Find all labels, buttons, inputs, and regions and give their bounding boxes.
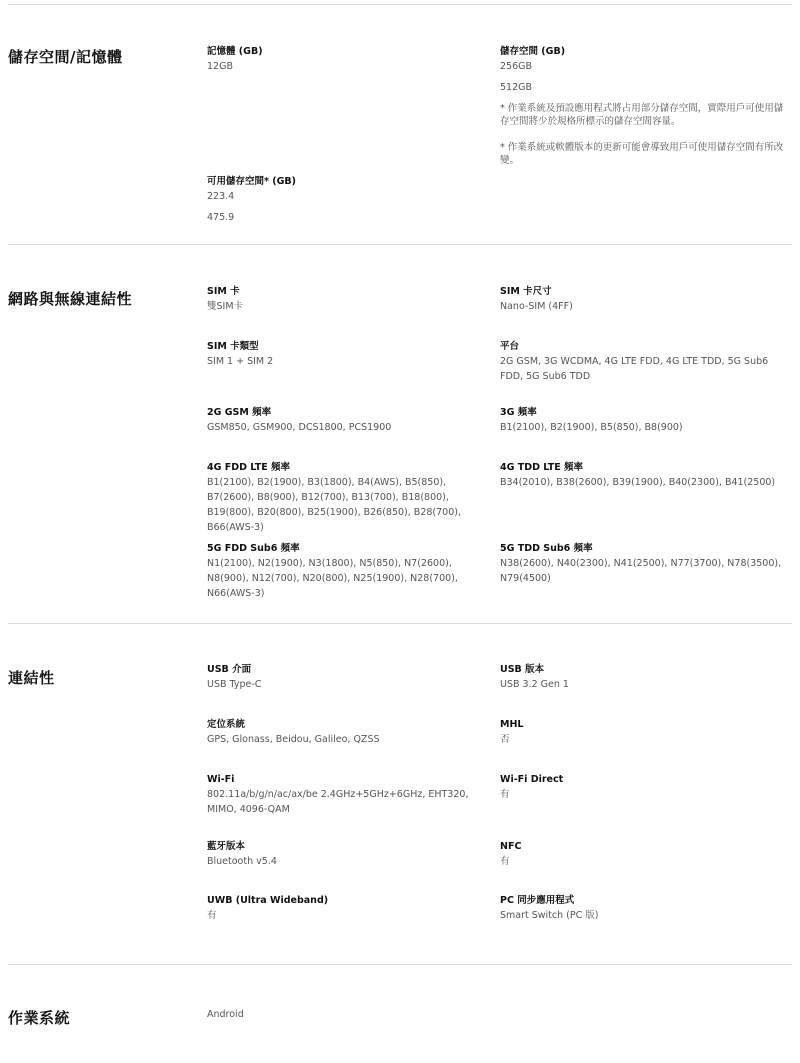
- spec-value: Nano-SIM (4FF): [500, 301, 573, 312]
- spec-wifi: [207, 773, 477, 817]
- spec-sim: [207, 285, 477, 314]
- spec-value: Android: [207, 1009, 244, 1020]
- spec-sim-size: [500, 285, 785, 314]
- spec-value: 有: [207, 910, 217, 921]
- spec-usb-interface: [207, 663, 477, 692]
- spec-value: 有: [500, 789, 510, 800]
- section-title-storage: 儲存空間/記憶體: [8, 48, 123, 66]
- spec-value: 475.9: [207, 212, 235, 223]
- spec-value: 12GB: [207, 61, 233, 72]
- spec-label: 4G FDD LTE 頻率: [207, 462, 291, 473]
- spec-platform: [500, 340, 785, 384]
- spec-value: 雙SIM卡: [207, 301, 244, 312]
- spec-value: SIM 1 + SIM 2: [207, 356, 274, 367]
- spec-value: 否: [500, 734, 510, 745]
- spec-label: USB 介面: [207, 664, 252, 675]
- spec-storage-capacity: [500, 45, 785, 167]
- spec-label: 2G GSM 頻率: [207, 407, 272, 418]
- spec-label: 藍牙版本: [207, 841, 246, 852]
- section-divider: [8, 623, 792, 624]
- spec-label: SIM 卡類型: [207, 341, 259, 352]
- section-divider: [8, 244, 792, 245]
- section-title-connectivity: 連結性: [8, 669, 55, 687]
- spec-memory: [207, 45, 477, 74]
- spec-location: [207, 718, 477, 747]
- spec-label: Wi-Fi Direct: [500, 774, 564, 785]
- spec-label: 可用儲存空間* (GB): [207, 176, 296, 187]
- spec-uwb: [207, 894, 477, 923]
- spec-value: N38(2600), N40(2300), N41(2500), N77(3700), N78(3500), N79(4500): [500, 558, 782, 584]
- spec-value: Bluetooth v5.4: [207, 856, 277, 867]
- spec-value: N1(2100), N2(1900), N3(1800), N5(850), N7(2600), N8(900), N12(700), N20(800), N25(1900), N28(700), N66(AWS-3): [207, 558, 458, 599]
- spec-label: UWB (Ultra Wideband): [207, 895, 329, 906]
- spec-label: 5G TDD Sub6 頻率: [500, 543, 593, 554]
- spec-value: 有: [500, 856, 510, 867]
- spec-label: Wi-Fi: [207, 774, 235, 785]
- spec-value: 802.11a/b/g/n/ac/ax/be 2.4GHz+5GHz+6GHz, EHT320, MIMO, 4096-QAM: [207, 789, 469, 815]
- section-title-network: 網路與無線連結性: [8, 290, 133, 308]
- spec-mhl: [500, 718, 785, 747]
- spec-label: MHL: [500, 719, 524, 730]
- spec-label: 5G FDD Sub6 頻率: [207, 543, 300, 554]
- spec-value: GSM850, GSM900, DCS1800, PCS1900: [207, 422, 392, 433]
- spec-value: GPS, Glonass, Beidou, Galileo, QZSS: [207, 734, 380, 745]
- spec-label: SIM 卡尺寸: [500, 286, 552, 297]
- spec-value: B1(2100), B2(1900), B5(850), B8(900): [500, 422, 683, 433]
- top-divider: [8, 4, 792, 5]
- spec-3g: [500, 406, 785, 435]
- spec-pc-sync: [500, 894, 785, 923]
- spec-5g-fdd-sub6: [207, 542, 477, 601]
- spec-label: 3G 頻率: [500, 407, 537, 418]
- spec-label: USB 版本: [500, 664, 545, 675]
- spec-sim-type: [207, 340, 477, 369]
- spec-wifi-direct: [500, 773, 785, 802]
- spec-label: NFC: [500, 841, 522, 852]
- spec-os: [207, 1007, 477, 1022]
- spec-label: SIM 卡: [207, 286, 240, 297]
- spec-4g-fdd-lte: [207, 461, 477, 535]
- spec-5g-tdd-sub6: [500, 542, 785, 586]
- spec-value: Smart Switch (PC 版): [500, 910, 599, 921]
- spec-value: B1(2100), B2(1900), B3(1800), B4(AWS), B5(850), B7(2600), B8(900), B12(700), B13(700), B18(800), B19(800), B20(800), B25(1900), B26(850), B28(700), B66(AWS-3): [207, 477, 461, 533]
- spec-value: USB 3.2 Gen 1: [500, 679, 569, 690]
- spec-4g-tdd-lte: [500, 461, 785, 490]
- spec-value: USB Type-C: [207, 679, 262, 690]
- spec-value: 512GB: [500, 82, 533, 93]
- storage-note: * 作業系統及預設應用程式將占用部分儲存空間，實際用戶可使用儲存空間將少於規格所標示的儲存空間容量。: [500, 103, 784, 127]
- spec-available-storage: [207, 175, 477, 225]
- spec-label: 記憶體 (GB): [207, 46, 263, 57]
- spec-label: 儲存空間 (GB): [500, 46, 566, 57]
- spec-label: PC 同步應用程式: [500, 895, 575, 906]
- spec-value: B34(2010), B38(2600), B39(1900), B40(2300), B41(2500): [500, 477, 776, 488]
- spec-label: 定位系統: [207, 719, 246, 730]
- section-divider: [8, 964, 792, 965]
- spec-nfc: [500, 840, 785, 869]
- spec-bluetooth: [207, 840, 477, 869]
- section-title-os: 作業系統: [8, 1009, 71, 1027]
- spec-value: 223.4: [207, 191, 235, 202]
- storage-note: * 作業系統或軟體版本的更新可能會導致用戶可使用儲存空間有所改變。: [500, 142, 784, 166]
- spec-usb-version: [500, 663, 785, 692]
- spec-label: 平台: [500, 341, 520, 352]
- spec-2g-gsm: [207, 406, 477, 435]
- spec-value: 256GB: [500, 61, 533, 72]
- spec-label: 4G TDD LTE 頻率: [500, 462, 584, 473]
- spec-value: 2G GSM, 3G WCDMA, 4G LTE FDD, 4G LTE TDD, 5G Sub6 FDD, 5G Sub6 TDD: [500, 356, 769, 382]
